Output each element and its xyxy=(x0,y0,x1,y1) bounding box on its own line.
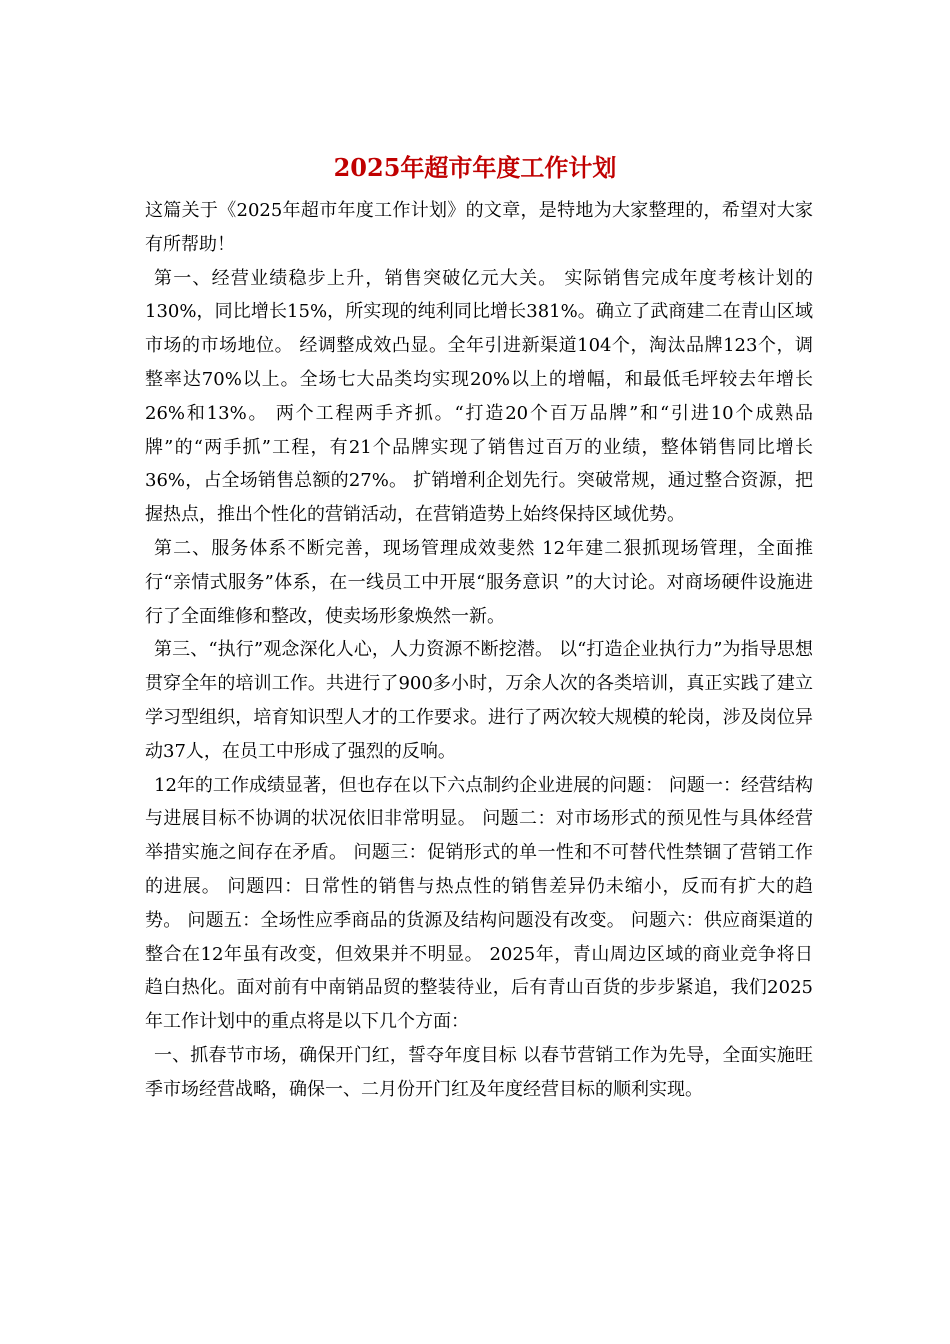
section-one-paragraph: 第一、经营业绩稳步上升，销售突破亿元大关。 实际销售完成年度考核计划的130%，同比增长15%，所实现的纯利同比增长381%。确立了武商建二在青山区域市场的市场地位。 经调整成效凸显。全年引进新渠道104个，淘汰品牌123个，调整率达70%以上。全场七大品类均实现20%以上的增幅，和最低毛坪较去年增长26%和13%。 两个工程两手齐抓。“打造20个百万品牌”和“引进10个成熟品牌”的“两手抓”工程，有21个品牌实现了销售过百万的业绩，整体销售同比增长36%，占全场销售总额的27%。 扩销增利企划先行。突破常规，通过整合资源，把握热点，推出个性化的营销活动，在营销造势上始终保持区域优势。 xyxy=(145,267,813,526)
section-two-paragraph: 第二、服务体系不断完善，现场管理成效斐然 12年建二狠抓现场管理，全面推行“亲情式服务”体系，在一线员工中开展“服务意识 ”的大讨论。对商场硬件设施进行了全面维修和整改，使卖场形象焕然一新。 xyxy=(145,537,813,627)
intro-paragraph: 这篇关于《2025年超市年度工作计划》的文章，是特地为大家整理的，希望对大家有所帮助！ xyxy=(145,200,813,255)
document-title: 2025年超市年度工作计划 xyxy=(333,153,617,182)
document-body xyxy=(145,194,813,1107)
section-three-paragraph: 第三、“执行”观念深化人心，人力资源不断挖潜。 以“打造企业执行力”为指导思想贯穿全年的培训工作。共进行了900多小时，万余人次的各类培训，真正实践了建立学习型组织，培育知识型人才的工作要求。进行了两次较大规模的轮岗，涉及岗位异动37人，在员工中形成了强烈的反响。 xyxy=(145,639,813,762)
plan-item-one-paragraph: 一、抓春节市场，确保开门红，誓夺年度目标 以春节营销工作为先导，全面实施旺季市场经营战略，确保一、二月份开门红及年度经营目标的顺利实现。 xyxy=(145,1044,813,1100)
problems-paragraph: 12年的工作成绩显著，但也存在以下六点制约企业进展的问题： 问题一：经营结构与进展目标不协调的状况依旧非常明显。 问题二：对市场形式的预见性与具体经营举措实施之间存在矛盾。 问题三：促销形式的单一性和不可替代性禁锢了营销工作的进展。 问题四：日常性的销售与热点性的销售差异仍未缩小，反而有扩大的趋势。 问题五：全场性应季商品的货源及结构问题没有改变。 问题六：供应商渠道的整合在12年虽有改变，但效果并不明显。 2025年，青山周边区域的商业竞争将日趋白热化。面对前有中南销品贸的整装待业，后有青山百货的步步紧追，我们2025年工作计划中的重点将是以下几个方面： xyxy=(145,774,813,1033)
